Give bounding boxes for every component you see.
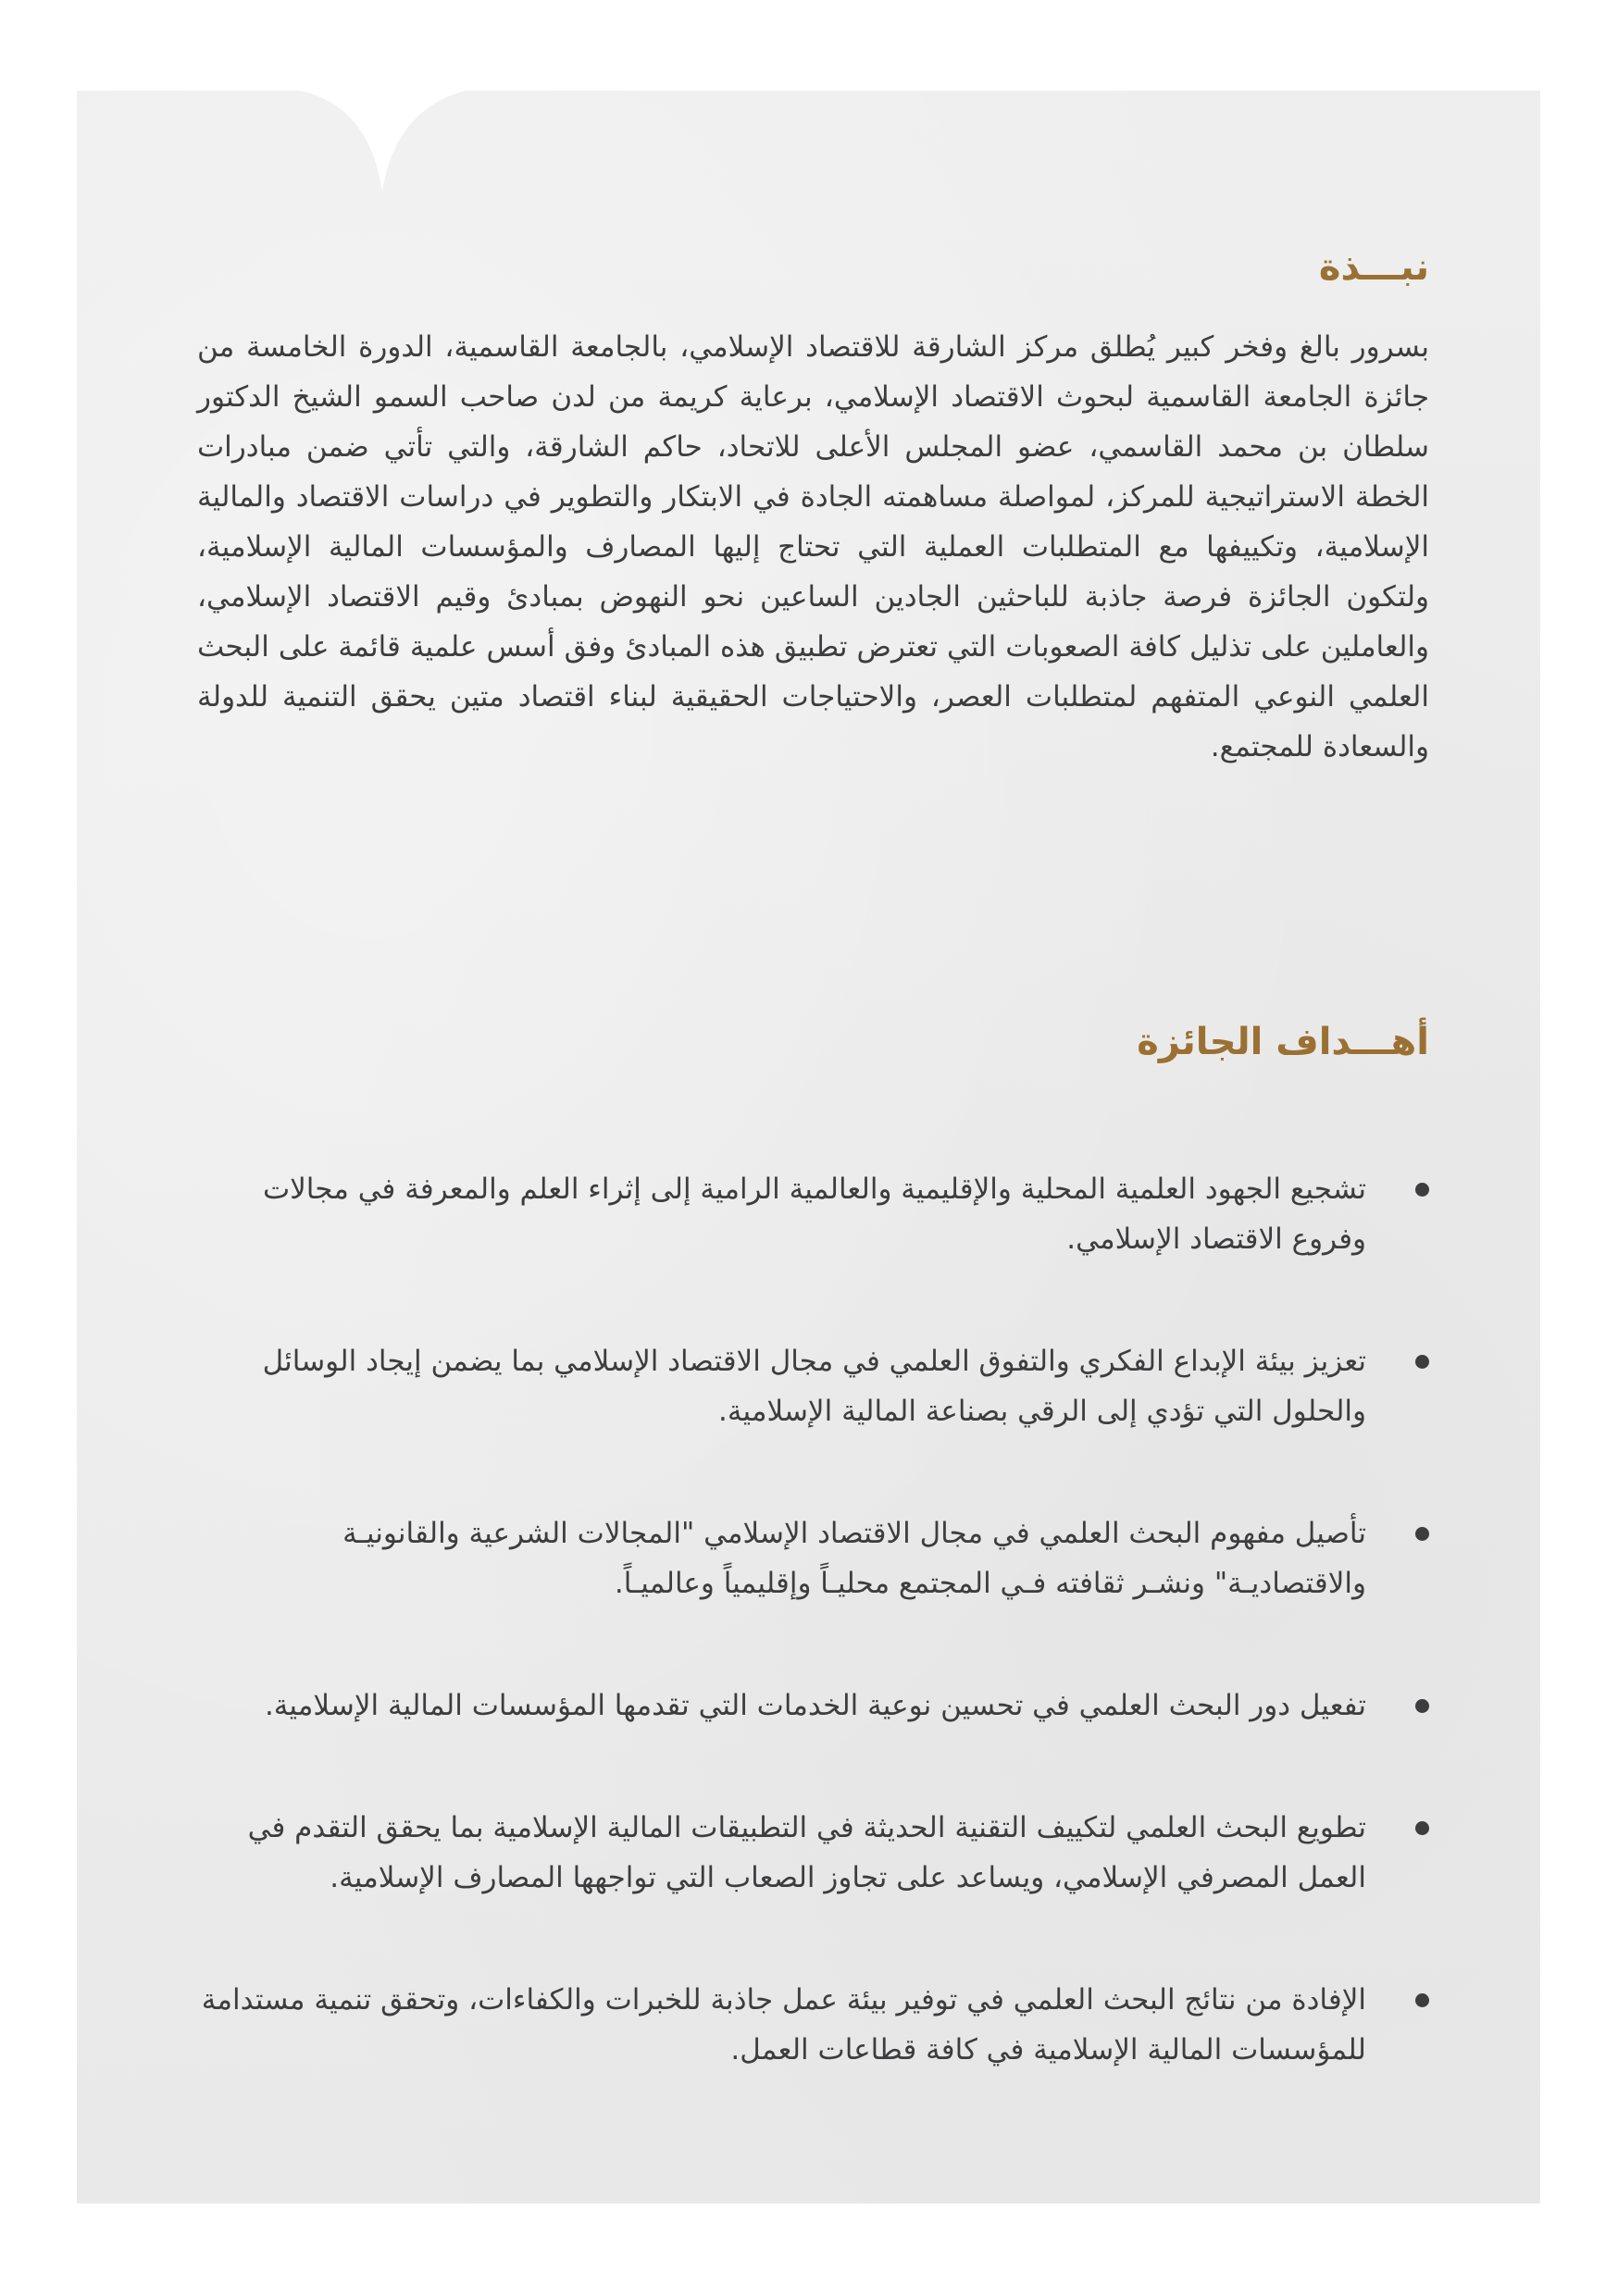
goal-item bbox=[197, 1164, 1429, 1264]
bullet-icon bbox=[1415, 1527, 1429, 1541]
decorative-notch bbox=[77, 91, 1540, 202]
about-paragraph: بسرور بالغ وفخر كبير يُطلق مركز الشارقة للاقتصاد الإسلامي، بالجامعة القاسمية، الدورة الخامسة من جائزة الجامعة القاسمية لبحوث الاقتصاد الإسلامي، برعاية كريمة من لدن صاحب السمو الشيخ الدكتور سلطان بن محمد القاسمي، عضو المجلس الأعلى للاتحاد، حاكم الشارقة، والتي تأتي ضمن مبادرات الخطة الاستراتيجية للمركز، لمواصلة مساهمته الجادة في الابتكار والتطوير في دراسات الاقتصاد والمالية الإسلامية، وتكييفها مع المتطلبات العملية التي تحتاج إليها المصارف والمؤسسات المالية الإسلامية، ولتكون الجائزة فرصة جاذبة للباحثين الجادين الساعين نحو النهوض بمبادئ وقيم الاقتصاد الإسلامي، والعاملين على تذليل كافة الصعوبات التي تعترض تطبيق هذه المبادئ وفق أسس علمية قائمة على البحث العلمي النوعي المتفهم لمتطلبات العصر، والاحتياجات الحقيقية لبناء اقتصاد متين يحقق التنمية للدولة والسعادة للمجتمع. bbox=[197, 330, 1429, 763]
goal-text: تعزيز بيئة الإبداع الفكري والتفوق العلمي في مجال الاقتصاد الإسلامي بما يضمن إيجاد الوسائل والحلول التي تؤدي إلى الرقي بصناعة المالية الإسلامية. bbox=[262, 1345, 1366, 1428]
bullet-icon bbox=[1415, 1821, 1429, 1835]
bullet-icon bbox=[1415, 1993, 1429, 2007]
goal-item bbox=[197, 1681, 1429, 1731]
goal-item bbox=[197, 1508, 1429, 1608]
about-heading: نبـــذة bbox=[1318, 246, 1429, 289]
page-panel bbox=[77, 91, 1540, 2203]
goal-text: تطويع البحث العلمي لتكييف التقنية الحديثة في التطبيقات المالية الإسلامية بما يحقق التقدم في العمل المصرفي الإسلامي، ويساعد على تجاوز الصعاب التي تواجهها المصارف الإسلامية. bbox=[247, 1811, 1366, 1894]
goals-list bbox=[197, 1164, 1429, 2147]
goal-item bbox=[197, 1336, 1429, 1436]
goal-text: الإفادة من نتائج البحث العلمي في توفير بيئة عمل جاذبة للخبرات والكفاءات، وتحقق تنمية مستدامة للمؤسسات المالية الإسلامية في كافة قطاعات العمل. bbox=[201, 1983, 1366, 2066]
goals-heading: أهـــداف الجائزة bbox=[1137, 1021, 1429, 1063]
goal-text: تأصيل مفهوم البحث العلمي في مجال الاقتصاد الإسلامي "المجالات الشرعية والقانونيـة والاقتصاديـة" ونشـر ثقافته فـي المجتمع محليـاً وإقليمياً وعالميـاً. bbox=[342, 1517, 1366, 1600]
goal-text: تشجيع الجهود العلمية المحلية والإقليمية والعالمية الرامية إلى إثراء العلم والمعرفة في مجالات وفروع الاقتصاد الإسلامي. bbox=[262, 1173, 1366, 1256]
goal-item bbox=[197, 1975, 1429, 2075]
goal-text: تفعيل دور البحث العلمي في تحسين نوعية الخدمات التي تقدمها المؤسسات المالية الإسلامية. bbox=[264, 1689, 1366, 1722]
bullet-icon bbox=[1415, 1183, 1429, 1197]
bullet-icon bbox=[1415, 1699, 1429, 1713]
goal-item bbox=[197, 1803, 1429, 1903]
bullet-icon bbox=[1415, 1355, 1429, 1369]
